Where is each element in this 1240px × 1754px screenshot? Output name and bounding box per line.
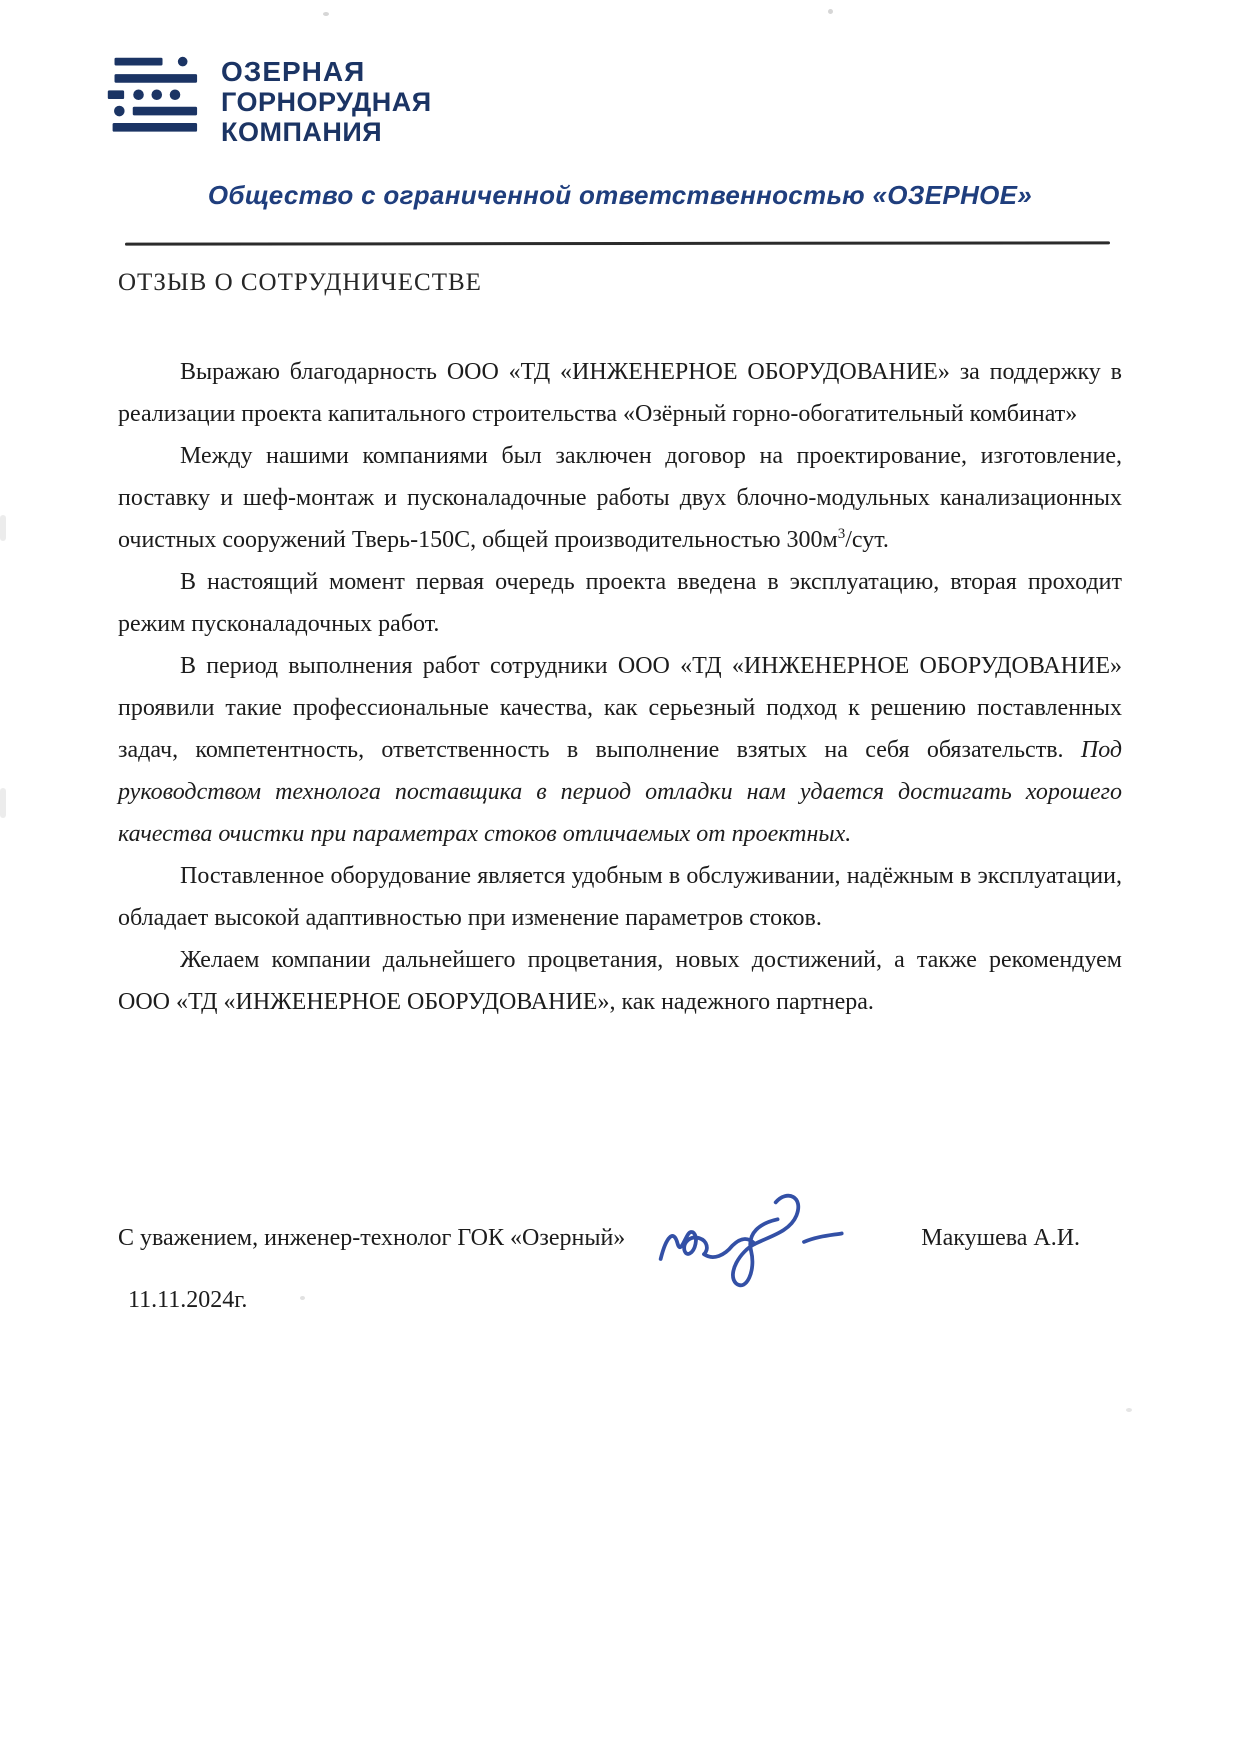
paragraph-2-text: Между нашими компаниями был заключен договор на проектирование, изготовление, поставку и шеф-монтаж и пусконаладочные работы двух блочно-модульных канализационных очистных сооружений Тверь-150С, общей производительностью 300м	[118, 443, 1122, 553]
letter-date: 11.11.2024г.	[128, 1287, 248, 1313]
organization-title: Общество с ограниченной ответственностью «ОЗЕРНОЕ»	[207, 180, 1033, 210]
logo-line-1: ОЗЕРНАЯ	[221, 56, 366, 87]
paragraph-4-italic-text: Под руководством технолога поставщика в период отладки нам удается достигать хорошего качества очистки при параметрах стоков отличаемых от проектных.	[118, 737, 1123, 847]
logo-line-2: ГОРНОРУДНАЯ	[221, 87, 432, 117]
signature-row	[118, 1189, 1240, 1283]
paragraph-3: В настоящий момент первая очередь проекта введена в эксплуатацию, вторая проходит режим пусконаладочных работ.	[118, 569, 1122, 637]
paragraph-2-tail: /сут.	[845, 527, 889, 553]
scan-speck	[1126, 1408, 1132, 1412]
paragraph-6: Желаем компании дальнейшего процветания, новых достижений, а также рекомендуем ООО «ТД «ИНЖЕНЕРНОЕ ОБОРУДОВАНИЕ», как надежного партнера.	[118, 947, 1122, 1015]
signature-closing: С уважением, инженер-технолог ГОК «Озерный»	[118, 1225, 626, 1251]
logo-mark-icon	[103, 55, 199, 145]
paragraph-2	[118, 435, 1122, 561]
letter-body	[118, 351, 1122, 1023]
paragraph-1: Выражаю благодарность ООО «ТД «ИНЖЕНЕРНОЕ ОБОРУДОВАНИЕ» за поддержку в реализации проекта капитального строительства «Озёрный горно-обогатительный комбинат»	[118, 359, 1122, 427]
scan-speck	[828, 9, 833, 14]
document-heading: ОТЗЫВ О СОТРУДНИЧЕСТВЕ	[118, 269, 482, 296]
header-divider	[125, 241, 1110, 245]
logo-line-3: КОМПАНИЯ	[221, 117, 383, 147]
scan-smudge	[0, 515, 6, 541]
paragraph-5: Поставленное оборудование является удобным в обслуживании, надёжным в эксплуатации, обладает высокой адаптивностью при изменение параметров стоков.	[118, 863, 1122, 931]
company-logo	[103, 55, 1240, 147]
logo-wordmark	[221, 55, 432, 147]
paragraph-2-superscript: 3	[837, 526, 846, 542]
paragraph-4-text: В период выполнения работ сотрудники ООО «ТД «ИНЖЕНЕРНОЕ ОБОРУДОВАНИЕ» проявили такие профессиональные качества, как серьезный подход к решению поставленных задач, компетентность, ответственность в выполнение взятых на себя обязательств.	[118, 653, 1122, 763]
scan-speck	[300, 1296, 305, 1300]
signer-name: Макушева А.И.	[921, 1225, 1081, 1251]
handwritten-signature	[655, 1189, 853, 1293]
paragraph-4	[118, 645, 1122, 855]
scan-smudge	[0, 788, 6, 818]
scan-speck	[323, 12, 329, 16]
